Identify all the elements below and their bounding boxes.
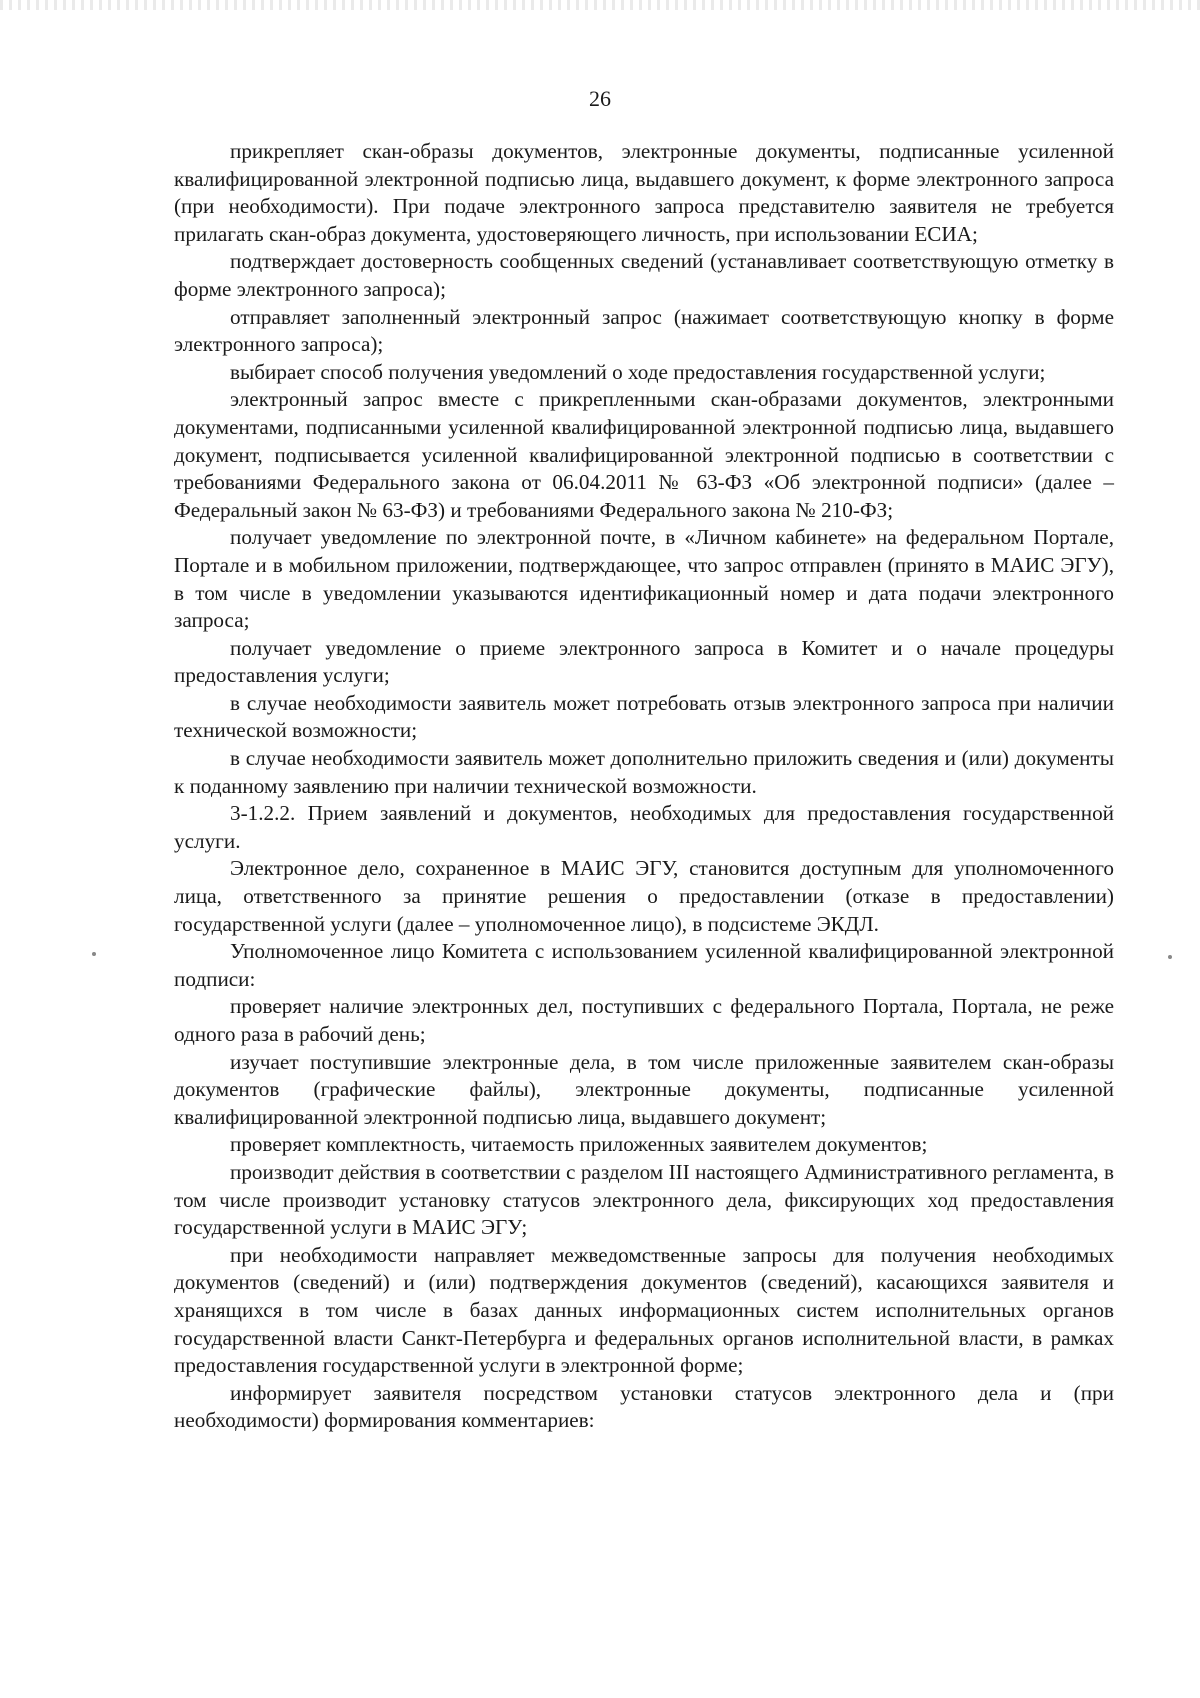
paragraph: в случае необходимости заявитель может дополнительно приложить сведения и (или) документы к поданному заявлению при наличии технической возможности. [174,746,1114,798]
paragraph: 3-1.2.2. Прием заявлений и документов, необходимых для предоставления государственной услуги. [174,801,1114,853]
paragraph: производит действия в соответствии с разделом III настоящего Административного регламента, в том числе производит установку статусов электронного дела, фиксирующих ход предоставления государственной услуги в МАИС ЭГУ; [174,1159,1114,1240]
paragraph: при необходимости направляет межведомственные запросы для получения необходимых документов (сведений) и (или) подтверждения документов (сведений), касающихся заявителя и хранящихся в том числе в базах данных информационных систем исполнительных органов государственной власти Санкт-Петербурга и федеральных органов исполнительной власти, в рамках предоставления государственной услуги в электронной форме; [174,1242,1114,1378]
page-number: 26 [589,86,611,111]
paragraph: в случае необходимости заявитель может потребовать отзыв электронного запроса при наличии технической возможности; [174,690,1114,743]
paragraph: получает уведомление по электронной почте, в «Личном кабинете» на федеральном Портале, Портале и в мобильном приложении, подтверждающее, что запрос отправлен (принято в МАИС ЭГУ), в том числе в уведомлении указываются идентификационный номер и дата подачи электронного запроса; [174,525,1114,633]
scan-speck-left [92,952,96,956]
paragraph: прикрепляет скан-образы документов, электронные документы, подписанные усиленной квалифицированной электронной подписью лица, выдавшего документ, к форме электронного запроса (при необходимости). При подаче электронного запроса представителю заявителя не требуется прилагать скан-образ документа, удостоверяющего личность, при использовании ЕСИА; [174,139,1114,246]
paragraph: информирует заявителя посредством установки статусов электронного дела и (при необходимости) формирования комментариев: [174,1380,1114,1433]
paragraph: отправляет заполненный электронный запрос (нажимает соответствующую кнопку в форме электронного запроса); [174,304,1114,357]
paragraph: изучает поступившие электронные дела, в том числе приложенные заявителем скан-образы документов (графические файлы), электронные документы, подписанные усиленной квалифицированной электронной подписью лица, выдавшего документ; [174,1049,1114,1129]
paragraph: проверяет наличие электронных дел, поступивших с федерального Портала, Портала, не реже одного раза в рабочий день; [174,994,1114,1046]
paragraph: электронный запрос вместе с прикрепленными скан-образами документов, электронными документами, подписанными усиленной квалифицированной электронной подписью лица, выдавшего документ, подписывается усиленной квалифицированной электронной подписью в соответствии с требованиями Федерального закона от 06.04.2011 № 63-ФЗ «Об электронной подписи» (далее – Федеральный закон № 63-ФЗ) и требованиями Федерального закона № 210-ФЗ; [174,387,1114,522]
scan-speck-right [1168,955,1172,959]
paragraph: Уполномоченное лицо Комитета с использованием усиленной квалифицированной электронной подписи: [174,939,1114,991]
paragraph: подтверждает достоверность сообщенных сведений (устанавливает соответствующую отметку в форме электронного запроса); [174,249,1114,301]
paragraph: проверяет комплектность, читаемость приложенных заявителем документов; [230,1132,928,1157]
scan-top-edge [0,0,1200,10]
paragraph: выбирает способ получения уведомлений о ходе предоставления государственной услуги; [230,359,1046,384]
paragraph: получает уведомление о приеме электронного запроса в Комитет и о начале процедуры предоставления услуги; [174,635,1114,688]
paragraph: Электронное дело, сохраненное в МАИС ЭГУ, становится доступным для уполномоченного лица, ответственного за принятие решения о предоставлении (отказе в предоставлении) государственной услуги (далее – уполномоченное лицо), в подсистеме ЭКДЛ. [174,856,1114,936]
document-body [174,138,1114,1435]
